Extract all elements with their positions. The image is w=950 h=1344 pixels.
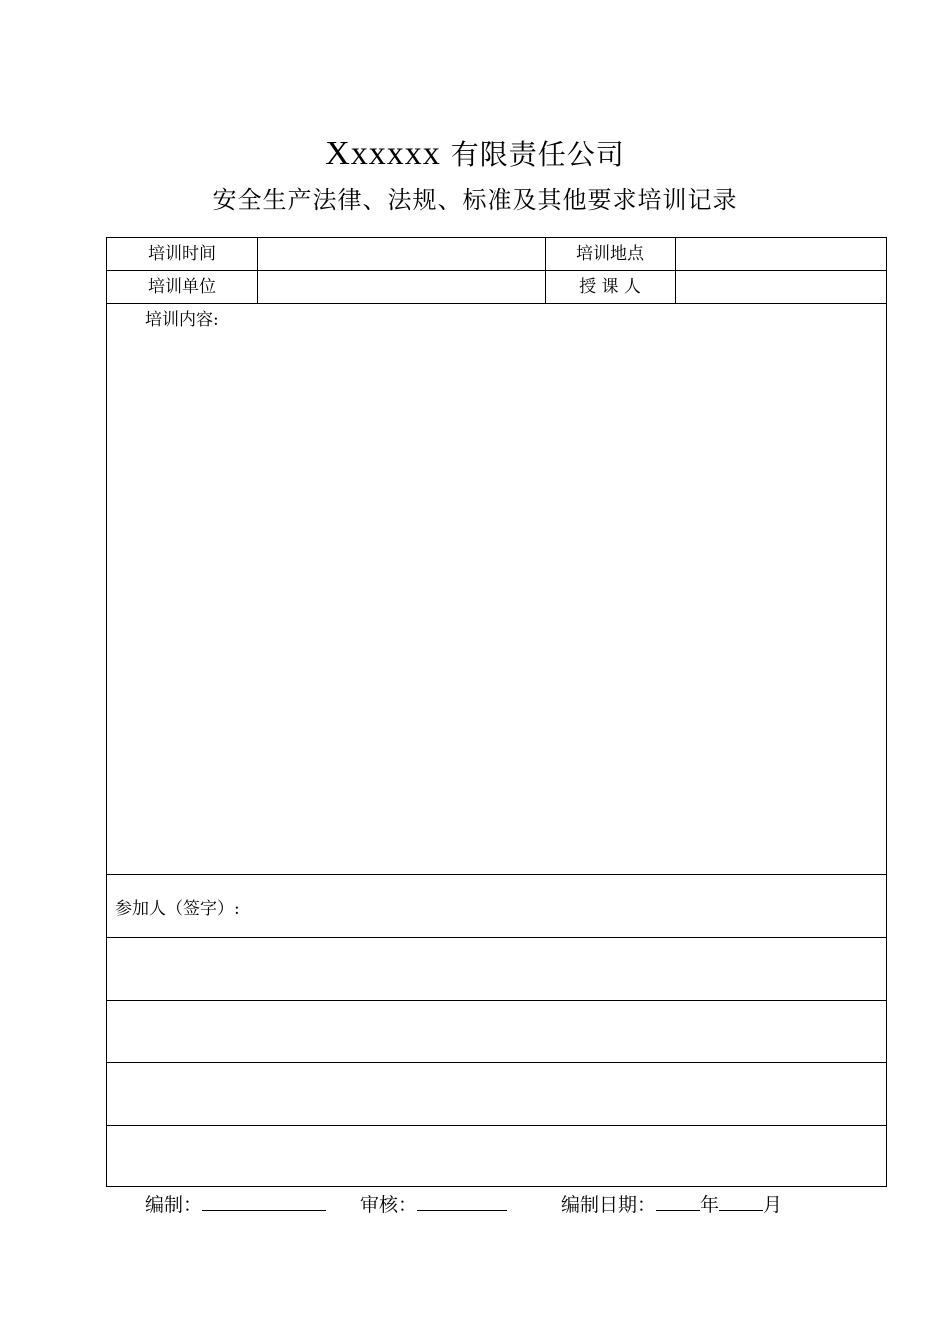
company-name-suffix: 有限责任公司 — [450, 138, 625, 171]
signature-row[interactable] — [107, 1063, 886, 1125]
training-time-label: 培训时间 — [148, 244, 216, 264]
footer-compiled — [145, 1186, 326, 1220]
training-place-label: 培训地点 — [576, 244, 644, 264]
compiled-blank[interactable] — [202, 1186, 326, 1211]
signature-row[interactable] — [107, 1126, 886, 1186]
training-record-form — [106, 237, 887, 1187]
training-place-field[interactable] — [676, 238, 886, 270]
year-blank[interactable] — [656, 1186, 700, 1211]
month-label: 月 — [763, 1194, 783, 1216]
lecturer-field[interactable] — [676, 271, 886, 303]
compiled-label: 编制： — [145, 1194, 203, 1216]
year-label: 年 — [700, 1194, 720, 1216]
company-title — [0, 134, 950, 175]
footer-date — [561, 1186, 782, 1220]
row-divider — [107, 303, 886, 304]
form-title: 安全生产法律、法规、标准及其他要求培训记录 — [212, 186, 738, 214]
training-content-area[interactable] — [107, 334, 886, 874]
participants-sign-label: 参加人（签字）: — [115, 899, 240, 919]
training-content-label: 培训内容: — [145, 310, 219, 330]
company-name-latin: Xxxxxx — [325, 135, 441, 172]
signature-row[interactable] — [107, 938, 886, 1000]
training-unit-field[interactable] — [258, 271, 545, 303]
row-divider — [107, 874, 886, 875]
month-blank[interactable] — [719, 1186, 763, 1211]
training-unit-label: 培训单位 — [148, 277, 216, 297]
training-time-field[interactable] — [258, 238, 545, 270]
footer-review — [360, 1186, 507, 1220]
review-blank[interactable] — [417, 1186, 507, 1211]
date-label: 编制日期： — [561, 1194, 657, 1216]
review-label: 审核： — [360, 1194, 418, 1216]
signature-row[interactable] — [107, 1001, 886, 1062]
lecturer-label: 授 课 人 — [579, 277, 641, 297]
